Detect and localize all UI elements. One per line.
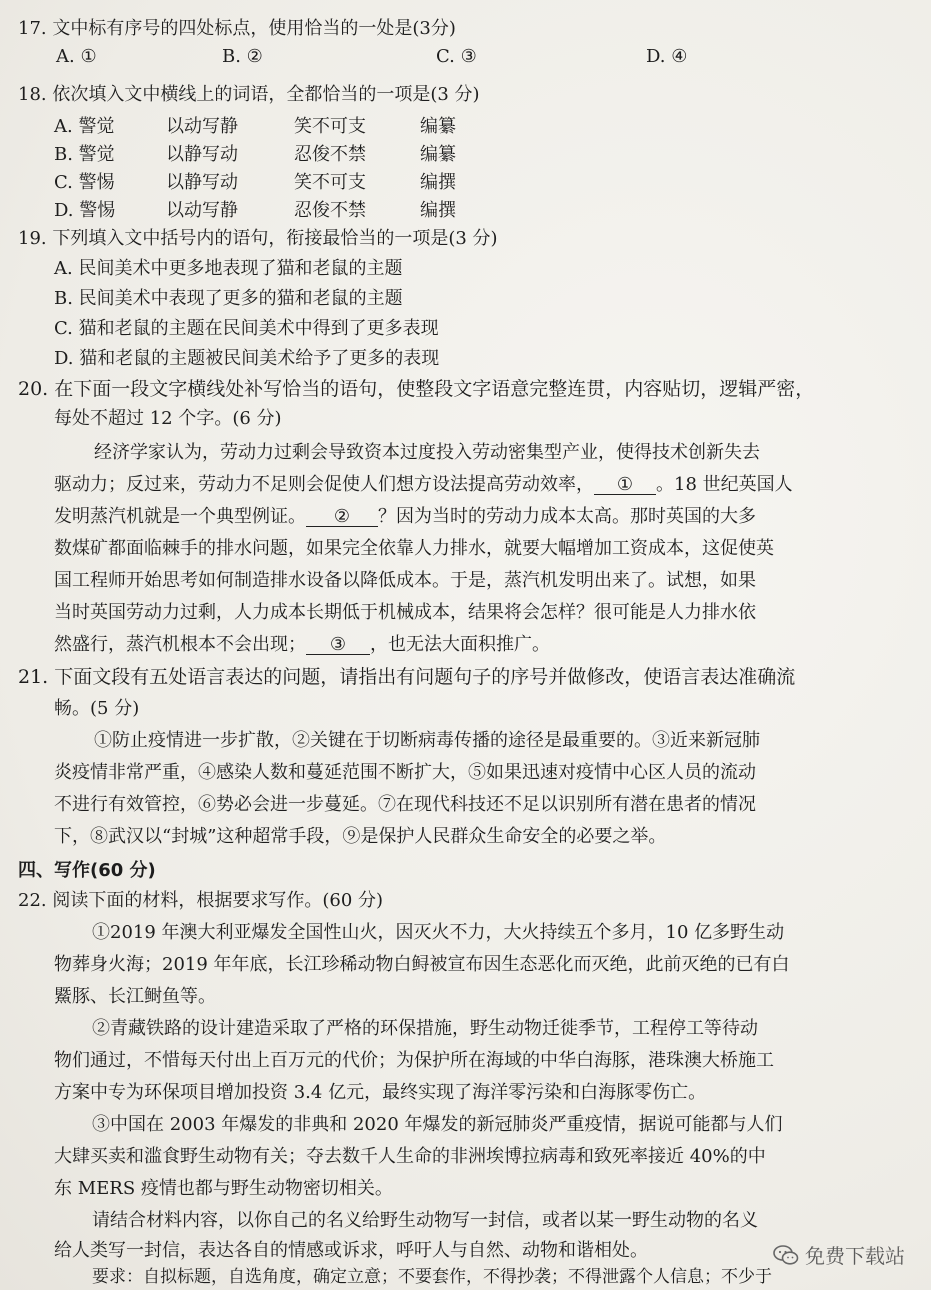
section-heading-writing: 四、写作(60 分) [18,860,156,881]
q18-b-word4: 编纂 [420,144,456,165]
q22-material1-line2: 物葬身火海；2019 年年底，长江珍稀动物白鲟被宣布因生态恶化而灭绝，此前灭绝的已有白 [54,954,790,975]
q22-material2-line2: 物们通过，不惜每天付出上百万元的代价；为保护所在海域的中华白海豚，港珠澳大桥施工 [54,1050,774,1071]
q17-stem: 17. 文中标有序号的四处标点，使用恰当的一处是(3分) [18,18,456,39]
q21-stem-line1: 21. 下面文段有五处语言表达的问题，请指出有问题句子的序号并做修改，使语言表达准确流 [18,666,796,688]
q18-d-word4: 编撰 [420,200,456,221]
q18-d-word2: 以动写静 [166,200,238,221]
q22-task-line2: 给人类写一封信，表达各自的情感或诉求，呼吁人与自然、动物和谐相处。 [54,1240,648,1261]
q19-option-d: D. 猫和老鼠的主题被民间美术给予了更多的表现 [54,348,440,369]
q19-option-b: B. 民间美术中表现了更多的猫和老鼠的主题 [54,288,403,309]
q21-para-line1: ①防止疫情进一步扩散，②关键在于切断病毒传播的途径是最重要的。③近来新冠肺 [94,730,760,751]
q20-para-line6: 当时英国劳动力过剩，人力成本长期低于机械成本，结果将会怎样？很可能是人力排水依 [54,602,756,623]
q20-blank-1: ① [594,476,656,495]
q20-para-line5: 国工程师开始思考如何制造排水设备以降低成本。于是，蒸汽机发明出来了。试想，如果 [54,570,756,591]
q20-stem-line2: 每处不超过 12 个字。(6 分) [54,408,282,429]
q20-stem-line1: 20. 在下面一段文字横线处补写恰当的语句，使整段文字语意完整连贯，内容贴切，逻辑严密， [18,378,815,400]
wechat-icon [773,1244,799,1266]
q18-d-word3: 忍俊不禁 [294,200,366,221]
q22-stem: 22. 阅读下面的材料，根据要求写作。(60 分) [18,890,384,911]
q18-a-word2: 以动写静 [166,116,238,137]
q18-d-word1: D. 警惕 [54,200,116,221]
q22-material2-line1: ②青藏铁路的设计建造采取了严格的环保措施，野生动物迁徙季节，工程停工等待动 [92,1018,758,1039]
q21-para-line4: 下，⑧武汉以“封城”这种超常手段，⑨是保护人民群众生命安全的必要之举。 [54,826,667,847]
q20-para-line4: 数煤矿都面临棘手的排水问题，如果完全依靠人力排水，就要大幅增加工资成本，这促使英 [54,538,774,559]
q18-b-word1: B. 警觉 [54,144,115,165]
q18-c-word1: C. 警惕 [54,172,115,193]
q17-option-d: D. ④ [646,46,688,67]
q18-a-word4: 编纂 [420,116,456,137]
q20-para-line1: 经济学家认为，劳动力过剩会导致资本过度投入劳动密集型产业，使得技术创新失去 [94,442,760,463]
q20-text: ？因为当时的劳动力成本太高。那时英国的大多 [378,506,756,527]
q20-para-line2 [54,470,793,496]
q19-option-c: C. 猫和老鼠的主题在民间美术中得到了更多表现 [54,318,439,339]
q18-a-word3: 笑不可支 [294,116,366,137]
q20-text: 驱动力；反过来，劳动力不足则会促使人们想方设法提高劳动效率， [54,474,594,495]
q22-material1-line3: 鱀豚、长江鲥鱼等。 [54,986,216,1007]
q20-text: 发明蒸汽机就是一个典型例证。 [54,506,306,527]
q22-material2-line3: 方案中专为环保项目增加投资 3.4 亿元，最终实现了海洋零污染和白海豚零伤亡。 [54,1082,707,1103]
q18-c-word4: 编撰 [420,172,456,193]
q17-option-a: A. ① [56,46,97,67]
q20-blank-2: ② [306,508,378,527]
q20-text: ，也无法大面积推广。 [370,634,550,655]
q18-c-word2: 以静写动 [166,172,238,193]
q22-requirement-line1: 要求：自拟标题，自选角度，确定立意；不要套作，不得抄袭；不得泄露个人信息；不少于 [92,1267,772,1287]
q22-material3-line3: 东 MERS 疫情也都与野生动物密切相关。 [54,1178,393,1199]
q22-material1-line1: ①2019 年澳大利亚爆发全国性山火，因灭火不力，大火持续五个多月，10 亿多野生动 [92,922,785,943]
q18-b-word2: 以静写动 [166,144,238,165]
watermark [773,1240,905,1269]
q22-material3-line2: 大肆买卖和滥食野生动物有关；夺去数千人生命的非洲埃博拉病毒和致死率接近 40%的中 [54,1146,766,1167]
q20-para-line3 [54,502,756,528]
q19-stem: 19. 下列填入文中括号内的语句，衔接最恰当的一项是(3 分) [18,228,498,249]
q22-material3-line1: ③中国在 2003 年爆发的非典和 2020 年爆发的新冠肺炎严重疫情，据说可能都与人们 [92,1114,783,1135]
q20-text: 。18 世纪英国人 [656,474,793,495]
q18-b-word3: 忍俊不禁 [294,144,366,165]
watermark-text: 免费下载站 [805,1244,905,1268]
q20-para-line7 [54,630,550,656]
q20-blank-3: ③ [306,636,370,655]
q18-a-word1: A. 警觉 [54,116,115,137]
q21-stem-line2: 畅。(5 分) [54,698,140,719]
q18-stem: 18. 依次填入文中横线上的词语，全都恰当的一项是(3 分) [18,84,480,105]
q21-para-line2: 炎疫情非常严重，④感染人数和蔓延范围不断扩大，⑤如果迅速对疫情中心区人员的流动 [54,762,756,783]
q19-option-a: A. 民间美术中更多地表现了猫和老鼠的主题 [54,258,403,279]
q22-task-line1: 请结合材料内容，以你自己的名义给野生动物写一封信，或者以某一野生动物的名义 [92,1210,758,1231]
q21-para-line3: 不进行有效管控，⑥势必会进一步蔓延。⑦在现代科技还不足以识别所有潜在患者的情况 [54,794,756,815]
q17-option-c: C. ③ [436,46,477,67]
q18-c-word3: 笑不可支 [294,172,366,193]
q17-option-b: B. ② [222,46,263,67]
q20-text: 然盛行，蒸汽机根本不会出现； [54,634,306,655]
